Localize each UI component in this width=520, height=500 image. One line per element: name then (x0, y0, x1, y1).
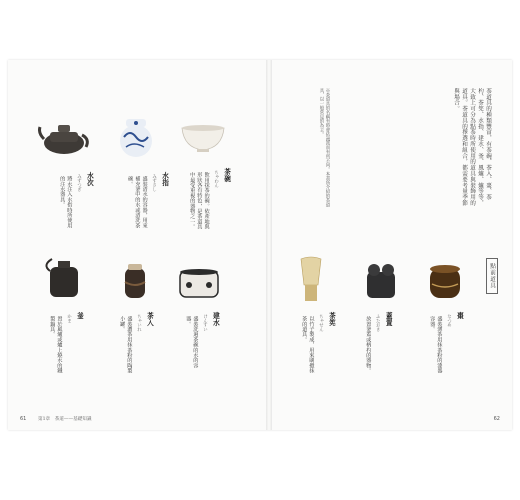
entry-natsume-title: 棗 (455, 312, 464, 320)
entry-chawan-desc: 飲用抹茶的碗。依產地與形狀各有特色，是茶道具中最受重視的器物之一。 (189, 172, 210, 230)
entry-kama-title: 釜 (75, 312, 84, 320)
entry-futaoki-title: 蓋置 (384, 312, 393, 327)
entry-kensui-title: 建水 (211, 312, 220, 327)
entry-chawan-reading: ちゃわん (213, 170, 219, 188)
entry-chaire-desc: 盛裝濃茶用抹茶粉的陶製小罐。 (119, 316, 133, 374)
iron-kettle-photo (44, 255, 84, 303)
natsume-photo (426, 258, 464, 302)
entry-chaire-reading: ちゃいれ (136, 314, 142, 332)
entry-chawan-title: 茶碗 (222, 168, 231, 183)
entry-kensui (184, 312, 220, 376)
section-label: 點前道具 (486, 258, 498, 294)
book-spread (8, 60, 512, 430)
entry-chaire (118, 312, 154, 376)
entry-kama-desc: 置於風爐或爐上燒水的鐵製鍋具。 (49, 316, 63, 374)
book-gutter (266, 60, 272, 430)
jar-blue-white-photo (116, 115, 156, 159)
entry-futaoki (364, 312, 393, 376)
entry-natsume-reading: なつめ (446, 314, 452, 328)
entry-kensui-desc: 盛裝洗過茶碗的水的容器。 (185, 316, 199, 368)
entry-futaoki-desc: 放置釜蓋或柄杓的器物。 (365, 316, 372, 374)
entry-mizusashi (126, 172, 170, 232)
entry-futaoki-reading: ふたおき (375, 314, 381, 332)
entry-chasen-desc: 以竹子製成，用來刷攪抹茶的道具。 (301, 316, 315, 374)
entry-chasen-title: 茶筅 (327, 312, 336, 327)
entry-mizusashi-title: 水指 (160, 172, 169, 187)
tea-caddy-photo (120, 260, 150, 302)
intro-notes: ※茶道具的名稱有時會依流派而有所不同。本書所介紹的茶道具，以一般常見的為主。 (319, 88, 330, 207)
kettle-photo (38, 115, 90, 157)
tea-bowl-photo (178, 120, 228, 154)
entry-mizutsugi-title: 水次 (85, 172, 94, 187)
entry-chawan (188, 168, 232, 232)
futaoki-photo (362, 258, 400, 302)
entry-mizutsugi-desc: 將水注入水指時所使用的注水器具。 (59, 176, 73, 228)
entry-chasen-reading: ちゃせん (318, 314, 324, 332)
running-head: 第1章 茶道——基礎知識 (38, 417, 92, 422)
entry-kama (48, 312, 84, 376)
entry-natsume (428, 312, 464, 376)
folio-right: 62 (493, 416, 500, 422)
entry-natsume-desc: 盛裝薄茶用抹茶粉的漆器容器。 (429, 316, 443, 374)
entry-mizutsugi (58, 172, 94, 232)
entry-mizutsugi-reading: みずつぎ (76, 174, 82, 192)
chasen-photo (296, 255, 326, 303)
entry-mizusashi-reading: みずさし (151, 174, 157, 192)
entry-chaire-title: 茶入 (145, 312, 154, 327)
intro-text: 茶道具的種類豐富，有茶碗、茶入、棗、茶杓、茶筅、水指、建水、釜、風爐、爐等等，大致上可分為點茶時所使用的道具與裝飾用的道具。茶道具的擇選和組合，都需要考量季節與場合。 (453, 88, 491, 206)
kensui-photo (176, 265, 222, 301)
entry-kensui-reading: けんすい (202, 314, 208, 332)
entry-kama-reading: かま (66, 314, 72, 323)
entry-mizusashi-desc: 盛裝清水的容器，用來補充釜中的水或清洗茶碗。 (127, 176, 148, 228)
entry-chasen (300, 312, 336, 376)
folio-left: 61 (20, 416, 27, 422)
